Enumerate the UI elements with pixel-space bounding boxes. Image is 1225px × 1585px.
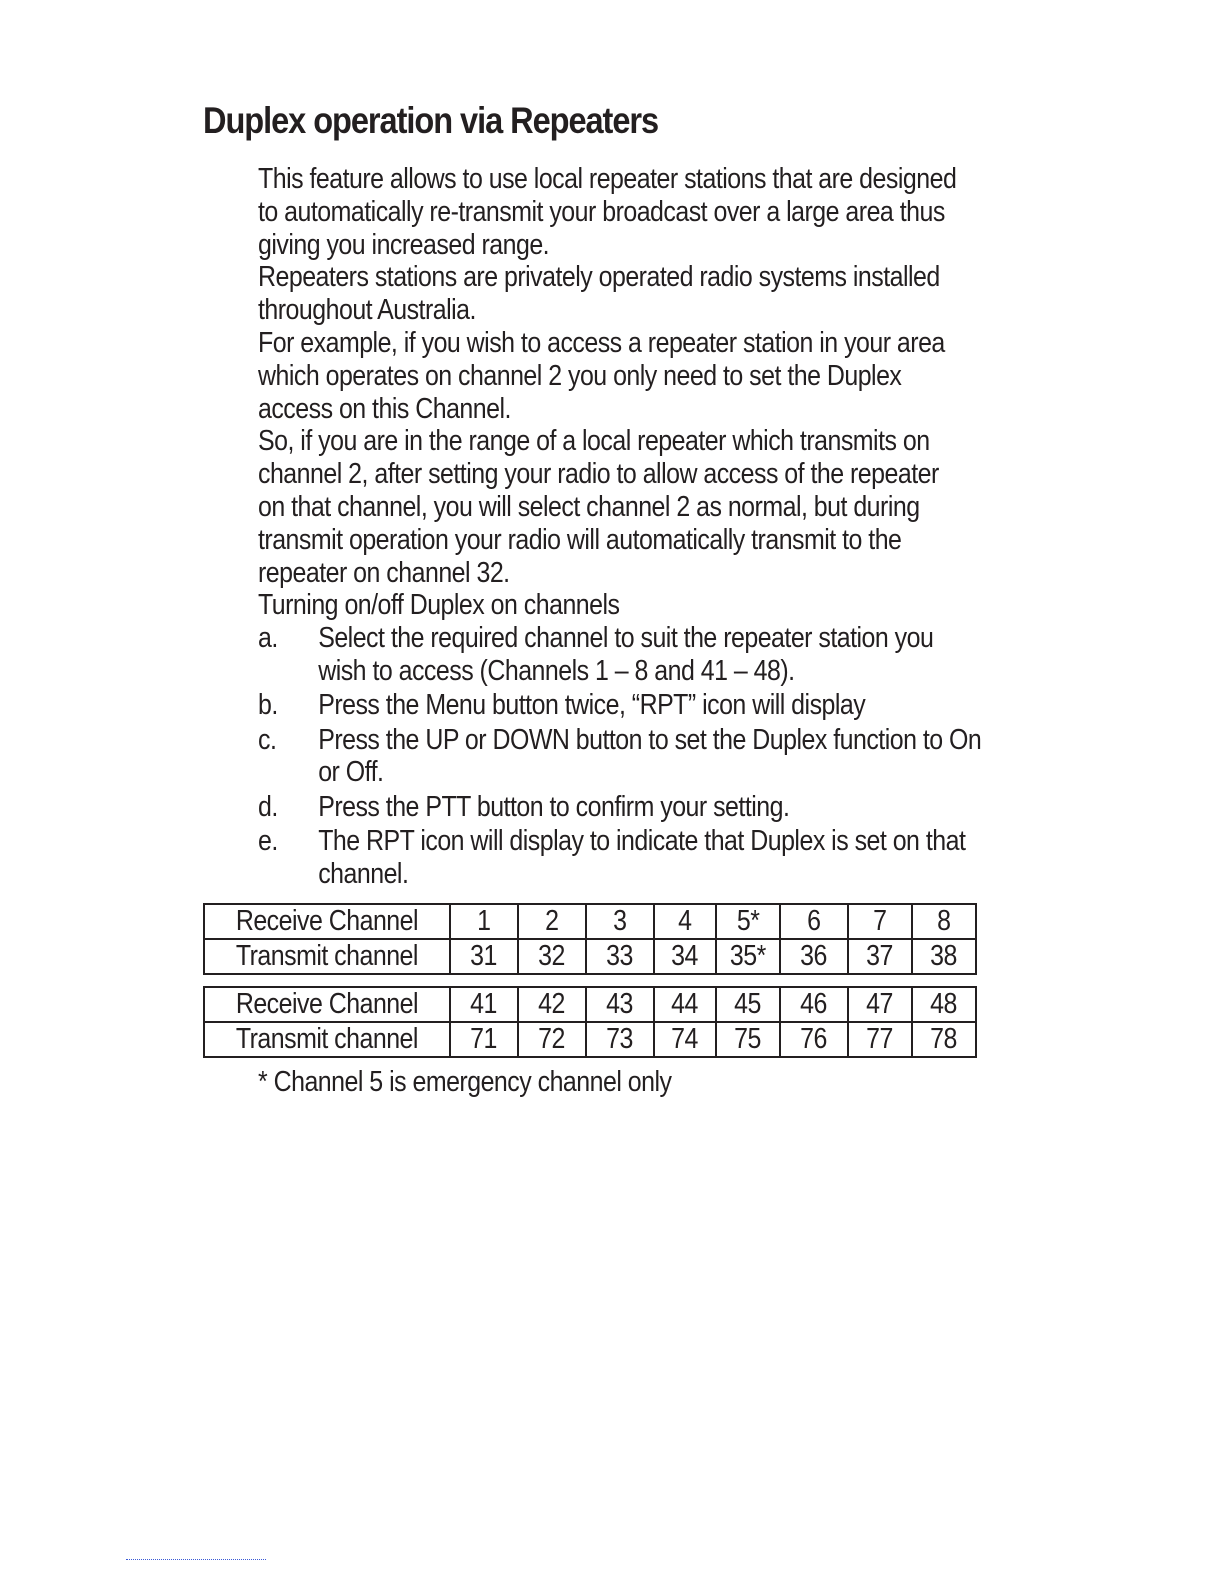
step-text bbox=[318, 724, 981, 790]
channel-cell: 36 bbox=[780, 939, 848, 974]
channel-cell: 48 bbox=[912, 987, 976, 1022]
channel-cell: 77 bbox=[848, 1022, 912, 1057]
row-label: Receive Channel bbox=[204, 987, 450, 1022]
channel-cell: 71 bbox=[450, 1022, 518, 1057]
footnote: * Channel 5 is emergency channel only bbox=[258, 1066, 672, 1098]
intro-line: repeater on channel 32. bbox=[258, 556, 510, 589]
row-label: Receive Channel bbox=[204, 904, 450, 939]
channel-cell: 37 bbox=[848, 939, 912, 974]
intro-line: access on this Channel. bbox=[258, 392, 511, 425]
channel-cell: 38 bbox=[912, 939, 976, 974]
channel-cell: 3 bbox=[586, 904, 654, 939]
transmit-row bbox=[204, 1022, 976, 1057]
step-line: Press the UP or DOWN button to set the Duplex function to On bbox=[318, 723, 982, 756]
step-line: channel. bbox=[318, 857, 409, 890]
step-letter: e. bbox=[258, 824, 278, 857]
intro-line: which operates on channel 2 you only need to set the Duplex bbox=[258, 359, 902, 392]
intro-line: to automatically re-transmit your broadcast over a large area thus bbox=[258, 195, 945, 228]
page-footer-rule bbox=[126, 1559, 266, 1560]
channel-cell: 46 bbox=[780, 987, 848, 1022]
step-text bbox=[318, 825, 965, 891]
intro-line: transmit operation your radio will automatically transmit to the bbox=[258, 523, 902, 556]
channel-cell: 35* bbox=[716, 939, 780, 974]
intro-line: channel 2, after setting your radio to allow access of the repeater bbox=[258, 458, 939, 491]
body-text bbox=[258, 163, 998, 892]
step-item bbox=[258, 689, 998, 722]
channel-cell: 31 bbox=[450, 939, 518, 974]
intro-line: giving you increased range. bbox=[258, 228, 550, 261]
intro-line: Repeaters stations are privately operated radio systems installed bbox=[258, 261, 940, 294]
channel-cell: 74 bbox=[654, 1022, 716, 1057]
step-line: Press the PTT button to confirm your setting. bbox=[318, 790, 790, 823]
channel-cell: 4 bbox=[654, 904, 716, 939]
page-title: Duplex operation via Repeaters bbox=[203, 100, 659, 141]
step-item bbox=[258, 825, 998, 891]
step-text bbox=[318, 791, 789, 824]
step-line: Select the required channel to suit the repeater station you bbox=[318, 622, 934, 655]
intro-line: For example, if you wish to access a repeater station in your area bbox=[258, 326, 945, 359]
channel-cell: 44 bbox=[654, 987, 716, 1022]
channel-cell: 42 bbox=[518, 987, 586, 1022]
channel-cell: 34 bbox=[654, 939, 716, 974]
channel-cell: 76 bbox=[780, 1022, 848, 1057]
receive-row bbox=[204, 987, 976, 1022]
section-subheading: Turning on/off Duplex on channels bbox=[258, 589, 620, 622]
step-text bbox=[318, 689, 865, 722]
step-letter: a. bbox=[258, 622, 278, 655]
intro-line: throughout Australia. bbox=[258, 294, 476, 327]
channel-cell: 33 bbox=[586, 939, 654, 974]
step-item bbox=[258, 724, 998, 790]
step-letter: b. bbox=[258, 689, 278, 722]
step-line: or Off. bbox=[318, 756, 384, 789]
channel-cell: 72 bbox=[518, 1022, 586, 1057]
channel-cell: 41 bbox=[450, 987, 518, 1022]
steps-list bbox=[258, 622, 998, 890]
step-line: Press the Menu button twice, “RPT” icon will display bbox=[318, 689, 866, 722]
channel-table-1 bbox=[203, 903, 977, 975]
step-text bbox=[318, 622, 933, 688]
row-label: Transmit channel bbox=[204, 1022, 450, 1057]
channel-cell: 78 bbox=[912, 1022, 976, 1057]
transmit-row bbox=[204, 939, 976, 974]
channel-table-2 bbox=[203, 986, 977, 1058]
channel-cell: 43 bbox=[586, 987, 654, 1022]
step-line: The RPT icon will display to indicate that Duplex is set on that bbox=[318, 824, 966, 857]
channel-cell: 7 bbox=[848, 904, 912, 939]
intro-line: This feature allows to use local repeater stations that are designed bbox=[258, 163, 957, 195]
receive-row bbox=[204, 904, 976, 939]
channel-cell: 45 bbox=[716, 987, 780, 1022]
row-label: Transmit channel bbox=[204, 939, 450, 974]
channel-cell: 75 bbox=[716, 1022, 780, 1057]
channel-cell: 2 bbox=[518, 904, 586, 939]
channel-cell: 73 bbox=[586, 1022, 654, 1057]
intro-line: on that channel, you will select channel 2 as normal, but during bbox=[258, 490, 920, 523]
channel-cell: 6 bbox=[780, 904, 848, 939]
step-item bbox=[258, 622, 998, 688]
channel-cell: 47 bbox=[848, 987, 912, 1022]
channel-cell: 1 bbox=[450, 904, 518, 939]
step-letter: d. bbox=[258, 790, 278, 823]
channel-cell: 32 bbox=[518, 939, 586, 974]
step-line: wish to access (Channels 1 – 8 and 41 – 48). bbox=[318, 654, 795, 687]
step-item bbox=[258, 791, 998, 824]
channel-cell: 8 bbox=[912, 904, 976, 939]
intro-line: So, if you are in the range of a local repeater which transmits on bbox=[258, 425, 930, 458]
channel-cell: 5* bbox=[716, 904, 780, 939]
step-letter: c. bbox=[258, 723, 277, 756]
